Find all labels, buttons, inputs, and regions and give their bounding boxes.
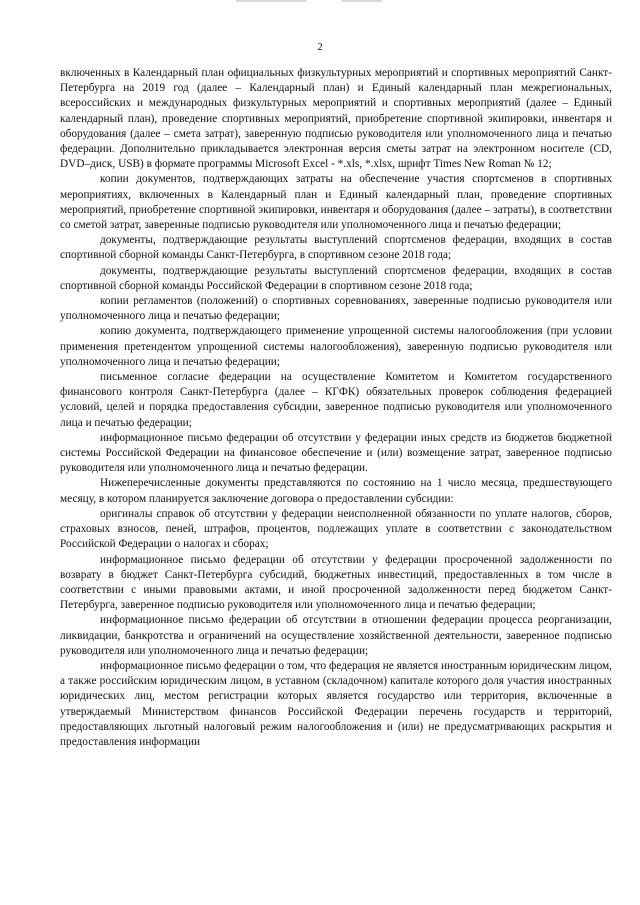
- page-number: 2: [317, 41, 323, 53]
- scan-artifact: [236, 0, 306, 2]
- scan-artifact: [342, 0, 382, 2]
- paragraph: оригиналы справок об отсутствии у федерации неисполненной обязанности по уплате налогов, сборов, страховых взносов, пеней, штрафов, процентов, подлежащих уплате в соответствии с законодательством Российской Федерации о налогах и сборах;: [60, 507, 612, 551]
- document-body: [60, 66, 612, 750]
- paragraph: документы, подтверждающие результаты выступлений спортсменов федерации, входящих в состав спортивной сборной команды Санкт-Петербурга, в спортивном сезоне 2018 года;: [60, 234, 612, 262]
- paragraph: Нижеперечисленные документы представляются по состоянию на 1 число месяца, предшествующего месяцу, в котором планируется заключение договора о предоставлении субсидии:: [60, 477, 612, 505]
- paragraph: включенных в Календарный план официальных физкультурных мероприятий и спортивных мероприятий Санкт-Петербурга на 2019 год (далее – Календарный план) и Единый календарный план межрегиональных, всероссийских и международных физкультурных мероприятий и спортивных мероприятий (далее – Единый календарный план), проведение спортивных мероприятий, приобретение спортивной экипировки, инвентаря и оборудования (далее – смета затрат), заверенную подписью руководителя или уполномоченного лица и печатью федерации. Дополнительно прикладывается электронная версия сметы затрат на электронном носителе (CD, DVD–диск, USB) в формате программы Microsoft Excel - *.xls, *.xlsx, шрифт Times New Roman № 12;: [60, 67, 612, 171]
- paragraph: копию документа, подтверждающего применение упрощенной системы налогообложения (при условии применения претендентом упрощенной системы налогообложения), заверенную подписью руководителя или уполномоченного лица и печатью федерации;: [60, 325, 612, 368]
- paragraph: копии регламентов (положений) о спортивных соревнованиях, заверенные подписью руководителя или уполномоченного лица и печатью федерации;: [60, 295, 612, 323]
- paragraph: информационное письмо федерации о том, что федерация не является иностранным юридическим лицом, а также российским юридическим лицом, в уставном (складочном) капитале которого доля участия иностранных юридических лиц, местом регистрации которых является государство или территория, включенные в утверждаемый Министерством финансов Российской Федерации перечень государств и территорий, предоставляющих льготный налоговый режим налогообложения и (или) не предусматривающих раскрытия и предоставления информации: [60, 659, 612, 748]
- paragraph: письменное согласие федерации на осуществление Комитетом и Комитетом государственного финансового контроля Санкт-Петербурга (далее – КГФК) обязательных проверок соблюдения федерацией условий, целей и порядка предоставления субсидии, заверенное подписью руководителя или уполномоченного лица и печатью федерации;: [60, 371, 612, 429]
- paragraph: информационное письмо федерации об отсутствии у федерации иных средств из бюджетов бюджетной системы Российской Федерации на финансовое обеспечение и (или) возмещение затрат, заверенное подписью руководителя или уполномоченного лица и печатью федерации.: [60, 431, 612, 475]
- paragraph: информационное письмо федерации об отсутствии у федерации просроченной задолженности по возврату в бюджет Санкт-Петербурга субсидий, бюджетных инвестиций, предоставленных в том числе в соответствии с иными правовыми актами, и иной просроченной задолженности перед бюджетом Санкт-Петербурга, заверенное подписью руководителя или уполномоченного лица и печатью федерации;: [60, 553, 612, 612]
- paragraph: документы, подтверждающие результаты выступлений спортсменов федерации, входящих в состав спортивной сборной команды Российской Федерации в спортивном сезоне 2018 года;: [60, 264, 612, 292]
- paragraph: копии документов, подтверждающих затраты на обеспечение участия спортсменов в спортивных мероприятиях, включенных в Календарный план и Единый календарный план, проведение спортивных мероприятий, приобретение спортивной экипировки, инвентаря и оборудования (далее – затраты), в соответствии со сметой затрат, заверенные подписью руководителя или уполномоченного лица и печатью федерации;: [60, 173, 612, 232]
- paragraph: информационное письмо федерации об отсутствии в отношении федерации процесса реорганизации, ликвидации, банкротства и ограничений на осуществление хозяйственной деятельности, заверенное подписью руководителя или уполномоченного лица и печатью федерации;: [60, 614, 612, 657]
